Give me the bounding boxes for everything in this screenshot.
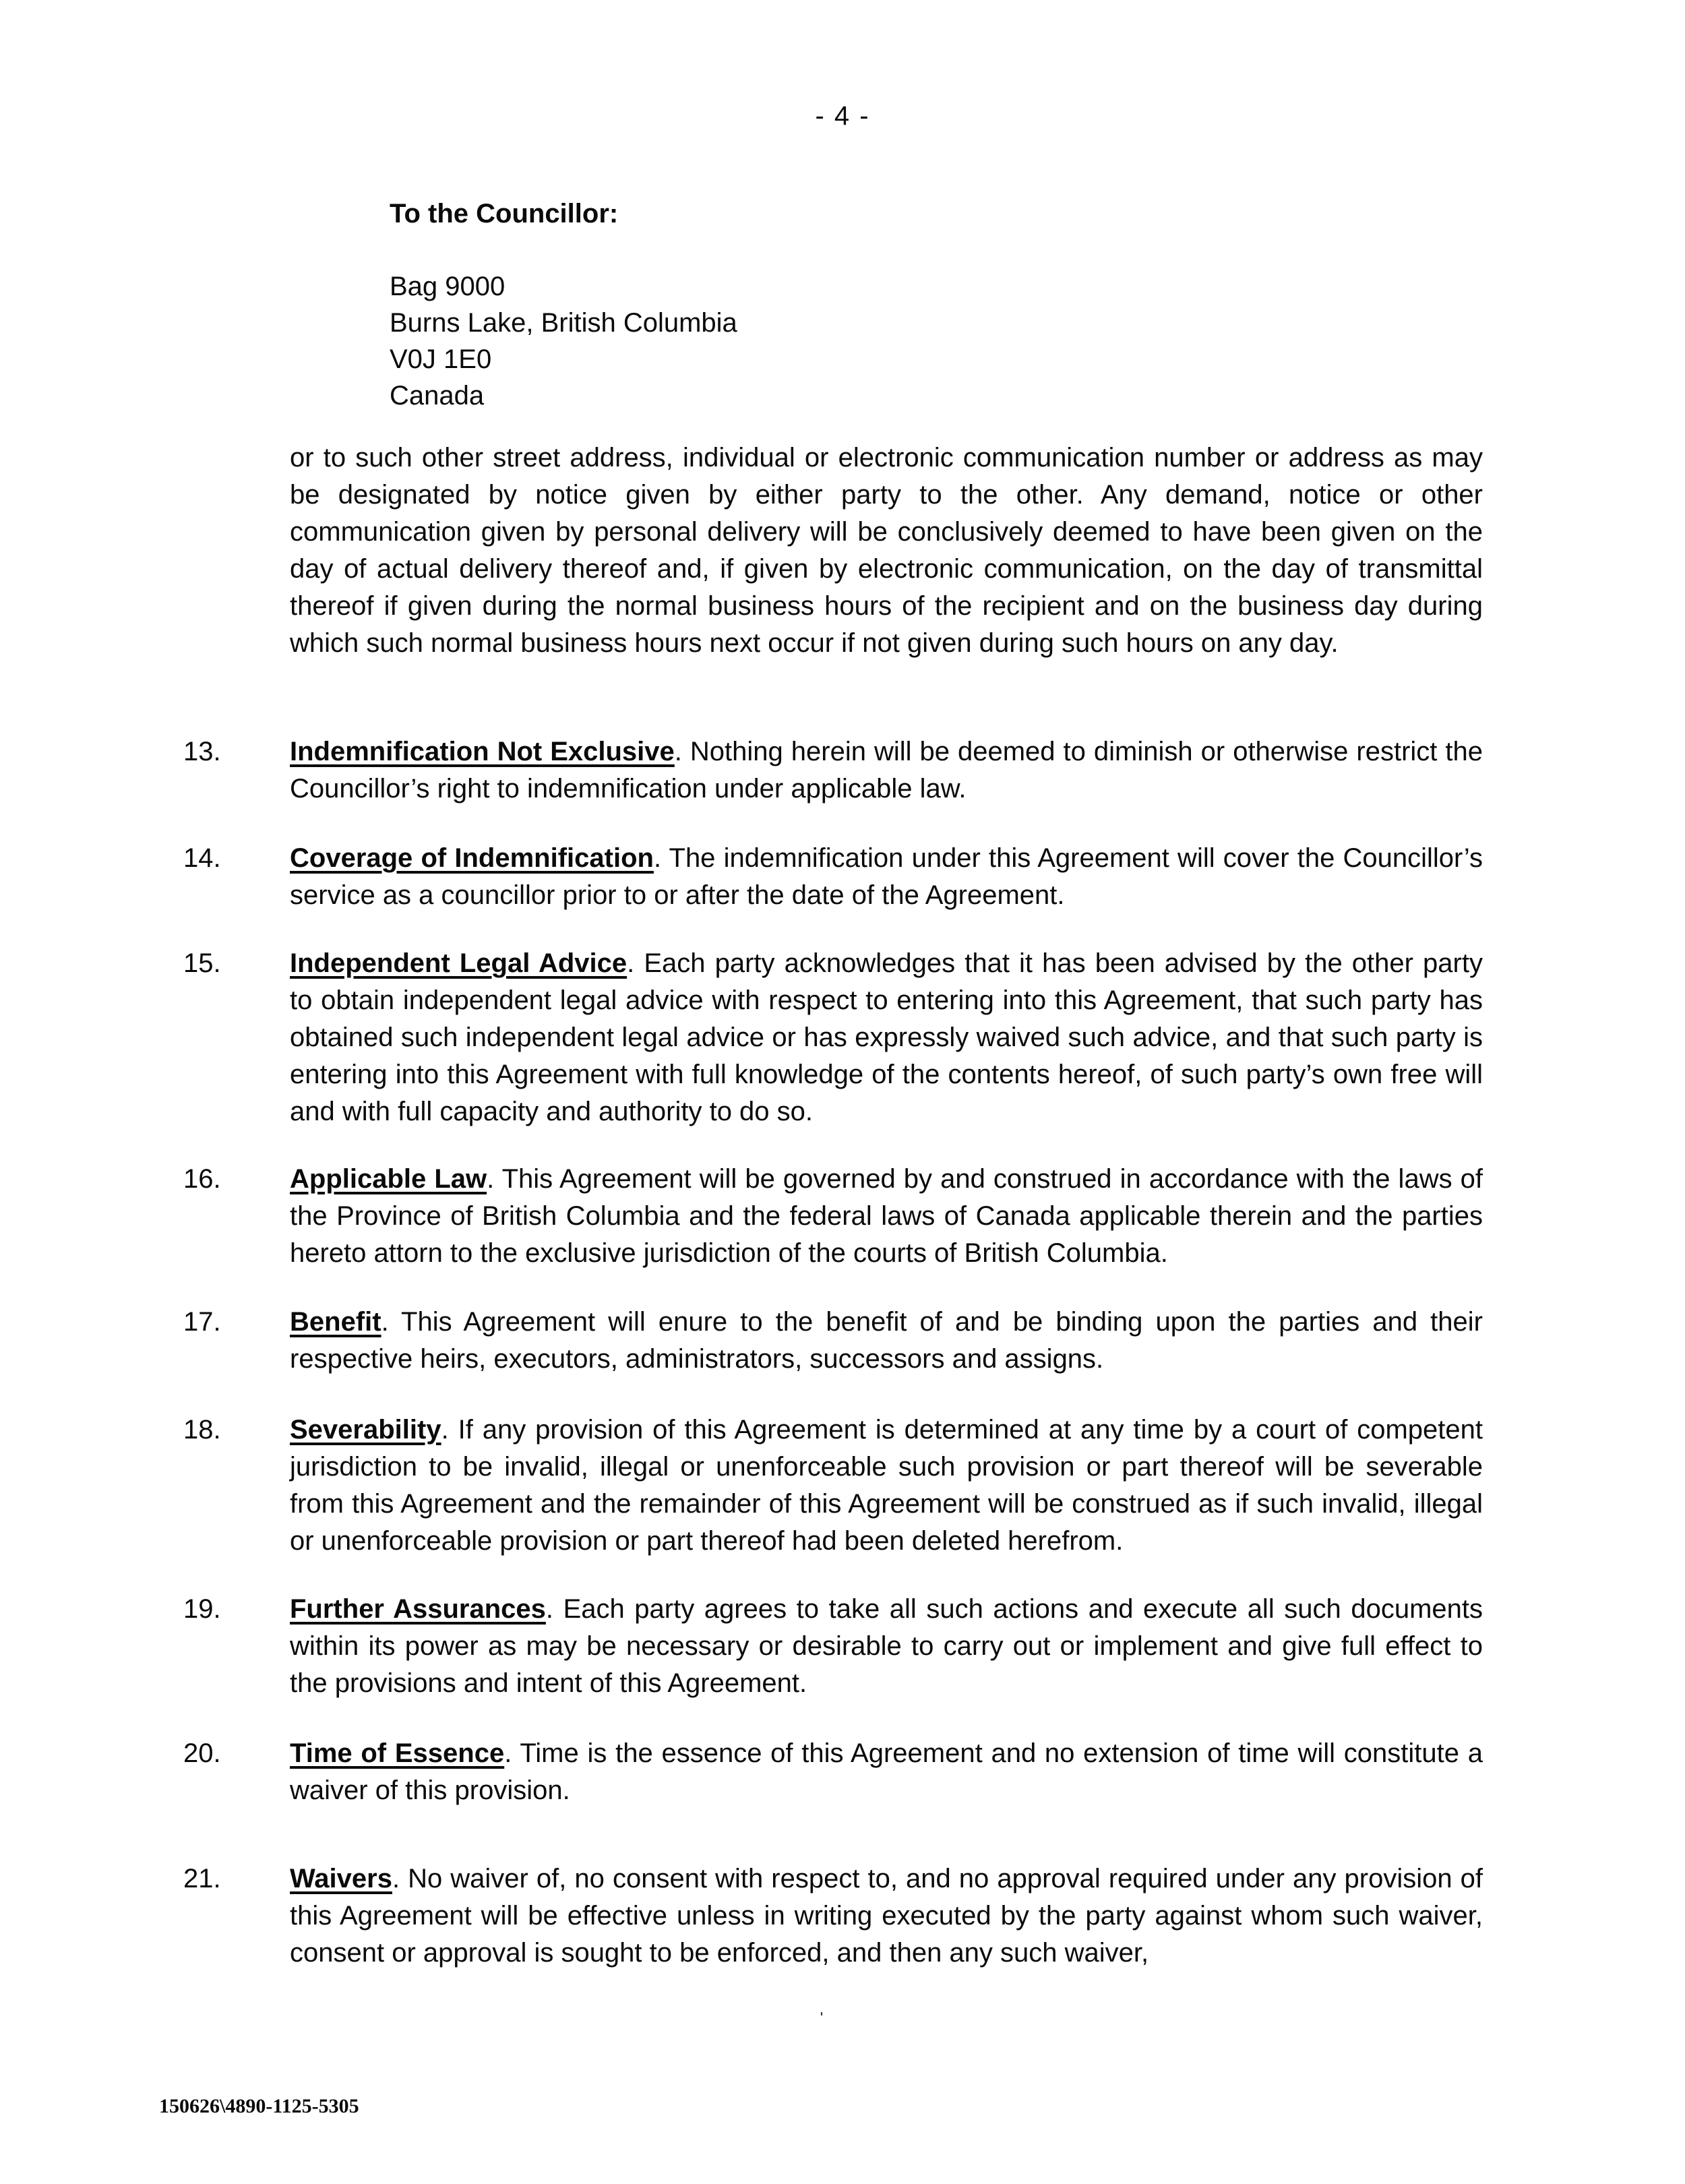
clause-title: Coverage of Indemnification — [290, 843, 654, 873]
clause-text: . Each party acknowledges that it has been advised by the other party to obtain independent legal advice with respect to entering into this Agreement, that such party has obtained such independent legal advice or has expressly waived such advice, and that such party is entering into this Agreement with full knowledge of the contents hereof, of such party’s own free will and with full capacity and authority to do so. — [290, 948, 1483, 1126]
document-id-footer: 150626\4890-1125-5305 — [159, 2095, 359, 2117]
clause-21 — [183, 1860, 1483, 1972]
clause-title: Indemnification Not Exclusive — [290, 737, 675, 766]
page-number: - 4 - — [815, 101, 870, 131]
clause-text: . If any provision of this Agreement is determined at any time by a court of competent jurisdiction to be invalid, illegal or unenforceable such provision or part thereof will be severable from this Agreement and the remainder of this Agreement will be construed as if such invalid, illegal or unenforceable provision or part thereof had been deleted herefrom. — [290, 1415, 1483, 1556]
councillor-address-block — [390, 195, 737, 414]
clause-title: Applicable Law — [290, 1164, 487, 1194]
clause-text: . Time is the essence of this Agreement and no extension of time will constitute a waiver of this provision. — [290, 1738, 1483, 1805]
address-heading: To the Councillor: — [390, 199, 619, 229]
clause-text: . This Agreement will enure to the benefit of and be binding upon the parties and their respective heirs, executors, administrators, successors and assigns. — [290, 1307, 1483, 1374]
clause-number: 13. — [183, 737, 221, 766]
clause-title: Benefit — [290, 1307, 381, 1337]
clause-text: . This Agreement will be governed by and construed in accordance with the laws of the Province of British Columbia and the federal laws of Canada applicable therein and the parties hereto attorn to the exclusive jurisdiction of the courts of British Columbia. — [290, 1164, 1483, 1268]
clause-19 — [183, 1591, 1483, 1702]
clause-number: 15. — [183, 948, 221, 978]
clause-number: 16. — [183, 1164, 221, 1194]
clause-18 — [183, 1412, 1483, 1560]
clause-14 — [183, 840, 1483, 914]
clause-16 — [183, 1161, 1483, 1272]
scan-speck — [821, 2012, 822, 2015]
address-line: Bag 9000 — [390, 272, 506, 301]
clause-title: Further Assurances — [290, 1594, 546, 1624]
address-line: Canada — [390, 381, 485, 411]
clause-20 — [183, 1735, 1483, 1809]
address-line: V0J 1E0 — [390, 344, 492, 374]
clause-number: 17. — [183, 1307, 221, 1337]
clause-text: . The indemnification under this Agreement will cover the Councillor’s service as a councillor prior to or after the date of the Agreement. — [290, 843, 1483, 910]
clause-15 — [183, 945, 1483, 1130]
clause-number: 21. — [183, 1864, 221, 1893]
notice-paragraph: or to such other street address, individual or electronic communication number or address as may be designated by notice given by either party to the other. Any demand, notice or other communication given by personal delivery will be conclusively deemed to have been given on the day of actual delivery thereof and, if given by electronic communication, on the day of transmittal thereof if given during the normal business hours of the recipient and on the business day during which such normal business hours next occur if not given during such hours on any day. — [290, 443, 1483, 658]
clause-title: Time of Essence — [290, 1738, 505, 1768]
clause-title: Independent Legal Advice — [290, 948, 627, 978]
clause-text: . Nothing herein will be deemed to diminish or otherwise restrict the Councillor’s right to indemnification under applicable law. — [290, 737, 1483, 803]
address-line: Burns Lake, British Columbia — [390, 308, 737, 338]
clause-13 — [183, 733, 1483, 808]
clause-title: Waivers — [290, 1864, 392, 1893]
clause-title: Severability — [290, 1415, 441, 1445]
clause-text: . No waiver of, no consent with respect to, and no approval required under any provision of this Agreement will be effective unless in writing executed by the party against whom such waiver, consent or approval is sought to be enforced, and then any such waiver, — [290, 1864, 1483, 1968]
clause-number: 19. — [183, 1594, 221, 1624]
clause-17 — [183, 1304, 1483, 1378]
clause-number: 14. — [183, 843, 221, 873]
clause-text: . Each party agrees to take all such actions and execute all such documents within its power as may be necessary or desirable to carry out or implement and give full effect to the provisions and intent of this Agreement. — [290, 1594, 1483, 1698]
clause-number: 18. — [183, 1415, 221, 1445]
clause-number: 20. — [183, 1738, 221, 1768]
